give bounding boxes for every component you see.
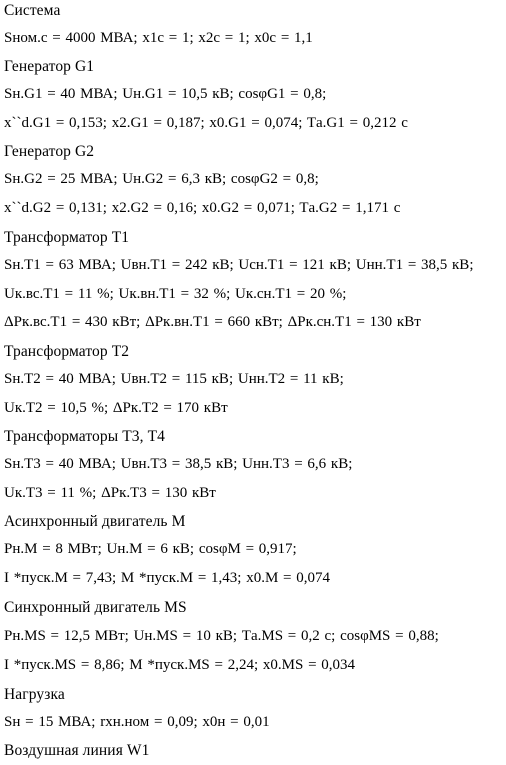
t1-params-1: Sн.Т1 = 63 МВА; Uвн.Т1 = 242 кВ; Uсн.Т1 = 121 кВ; Uнн.Т1 = 38,5 кВ; <box>4 257 474 273</box>
heading-async-motor: Асинхронный двигатель М <box>4 513 186 530</box>
heading-overhead-line-w1: Воздушная линия W1 <box>4 742 150 759</box>
motor-ms-params-1: Pн.MS = 12,5 МВт; Uн.MS = 10 кВ; Tа.MS = 0,2 с; cosφMS = 0,88; <box>4 628 439 644</box>
g2-params-1: Sн.G2 = 25 МВА; Uн.G2 = 6,3 кВ; cosφG2 = 0,8; <box>4 171 319 187</box>
heading-transformer-t1: Трансформатор Т1 <box>4 229 130 246</box>
t3-params-1: Sн.Т3 = 40 МВА; Uвн.Т3 = 38,5 кВ; Uнн.Т3 = 6,6 кВ; <box>4 456 353 472</box>
t2-params-2: Uк.Т2 = 10,5 %; ΔPк.Т2 = 170 кВт <box>4 400 228 416</box>
load-params: Sн = 15 МВА; rхн.ном = 0,09; x0н = 0,01 <box>4 714 270 730</box>
t1-params-3: ΔPк.вс.Т1 = 430 кВт; ΔPк.вн.Т1 = 660 кВт; ΔPк.сн.Т1 = 130 кВт <box>4 314 421 330</box>
heading-sync-motor: Синхронный двигатель МS <box>4 599 187 616</box>
t2-params-1: Sн.Т2 = 40 МВА; Uвн.Т2 = 115 кВ; Uнн.Т2 = 11 кВ; <box>4 371 344 387</box>
heading-transformers-t3-t4: Трансформаторы Т3, Т4 <box>4 428 166 445</box>
motor-ms-params-2: I *пуск.MS = 8,86; M *пуск.MS = 2,24; x0.MS = 0,034 <box>4 657 356 673</box>
heading-load: Нагрузка <box>4 686 65 703</box>
heading-generator-g2: Генератор G2 <box>4 143 95 160</box>
motor-m-params-1: Pн.M = 8 МВт; Uн.M = 6 кВ; cosφM = 0,917; <box>4 541 297 557</box>
heading-generator-g1: Генератор G1 <box>4 58 95 75</box>
g1-params-1: Sн.G1 = 40 МВА; Uн.G1 = 10,5 кВ; cosφG1 = 0,8; <box>4 86 327 102</box>
t3-params-2: Uк.Т3 = 11 %; ΔPк.Т3 = 130 кВт <box>4 485 216 501</box>
heading-system: Система <box>4 2 61 19</box>
system-params: Sном.с = 4000 МВА; x1с = 1; x2с = 1; x0с = 1,1 <box>4 30 313 46</box>
g2-params-2: x``d.G2 = 0,131; x2.G2 = 0,16; x0.G2 = 0,071; Tа.G2 = 1,171 с <box>4 200 401 216</box>
heading-transformer-t2: Трансформатор Т2 <box>4 343 130 360</box>
motor-m-params-2: I *пуск.M = 7,43; M *пуск.M = 1,43; x0.M = 0,074 <box>4 570 331 586</box>
g1-params-2: x``d.G1 = 0,153; x2.G1 = 0,187; x0.G1 = 0,074; Tа.G1 = 0,212 с <box>4 115 408 131</box>
t1-params-2: Uк.вс.Т1 = 11 %; Uк.вн.Т1 = 32 %; Uк.сн.Т1 = 20 %; <box>4 286 347 302</box>
